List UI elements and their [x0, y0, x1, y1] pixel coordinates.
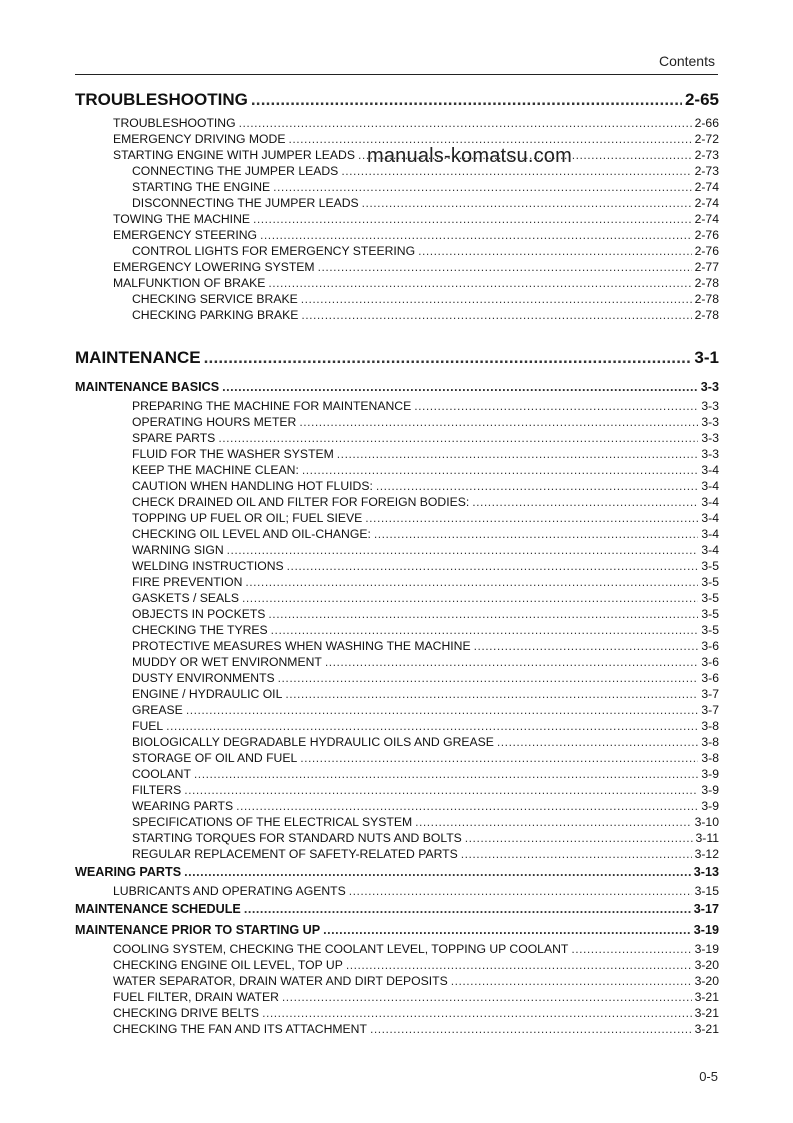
- toc-section-heading[interactable]: [75, 85, 719, 115]
- toc-entry[interactable]: [75, 718, 719, 734]
- toc-entry-page: 3-3: [701, 431, 719, 445]
- toc-entry[interactable]: [75, 227, 719, 243]
- toc-entry-page: 2-72: [694, 132, 719, 146]
- dot-leader: [268, 606, 698, 622]
- toc-entry-page: 3-21: [694, 990, 719, 1004]
- dot-leader: [465, 830, 693, 846]
- toc-entry-page: 3-8: [701, 719, 719, 733]
- toc-entry-page: 2-74: [694, 212, 719, 226]
- dot-leader: [451, 973, 692, 989]
- toc-entry-page: 3-6: [701, 639, 719, 653]
- dot-leader: [374, 526, 699, 542]
- toc-entry-title: CHECKING SERVICE BRAKE: [132, 292, 298, 306]
- toc-entry[interactable]: [75, 526, 719, 542]
- dot-leader: [325, 654, 699, 670]
- toc-entry-title: WARNING SIGN: [132, 543, 224, 557]
- dot-leader: [204, 343, 692, 373]
- header-rule: [75, 74, 718, 75]
- toc-entry-title: OPERATING HOURS METER: [132, 415, 297, 429]
- toc-entry-page: 2-76: [694, 244, 719, 258]
- toc-entry-title: WATER SEPARATOR, DRAIN WATER AND DIRT DEPOSITS: [113, 974, 448, 988]
- toc-entry-page: 3-20: [694, 974, 719, 988]
- toc-entry-title: LUBRICANTS AND OPERATING AGENTS: [113, 884, 346, 898]
- toc-entry-title: OBJECTS IN POCKETS: [132, 607, 266, 621]
- dot-leader: [282, 989, 692, 1005]
- toc-entry-page: 3-3: [701, 415, 719, 429]
- toc-entry-title: ENGINE / HYDRAULIC OIL: [132, 687, 283, 701]
- dot-leader: [166, 718, 698, 734]
- toc-entry-title: STARTING THE ENGINE: [132, 180, 271, 194]
- toc-entry[interactable]: [75, 606, 719, 622]
- toc-entry-page: 3-3: [700, 380, 719, 394]
- toc-entry-page: 3-5: [701, 623, 719, 637]
- toc-entry-title: EMERGENCY LOWERING SYSTEM: [113, 260, 315, 274]
- page-header-title: Contents: [658, 53, 715, 69]
- dot-leader: [415, 814, 691, 830]
- dot-leader: [271, 622, 699, 638]
- toc-entry-page: 3-5: [701, 607, 719, 621]
- toc-entry-title: TOPPING UP FUEL OR OIL; FUEL SIEVE: [132, 511, 363, 525]
- toc-entry-title: CHECKING OIL LEVEL AND OIL-CHANGE:: [132, 527, 371, 541]
- toc-entry-title: TROUBLESHOOTING: [75, 90, 248, 109]
- toc-entry-title: WELDING INSTRUCTIONS: [132, 559, 284, 573]
- dot-leader: [227, 542, 699, 558]
- toc-entry-page: 3-5: [701, 575, 719, 589]
- toc-entry-page: 3-1: [694, 348, 719, 367]
- page-number: 0-5: [699, 1069, 718, 1084]
- toc-entry-title: STARTING TORQUES FOR STANDARD NUTS AND BOLTS: [132, 831, 462, 845]
- toc-entry[interactable]: [75, 462, 719, 478]
- toc-entry-title: GREASE: [132, 703, 183, 717]
- toc-entry-page: 3-3: [701, 447, 719, 461]
- toc-entry-page: 2-74: [694, 180, 719, 194]
- toc-entry-page: 3-5: [701, 559, 719, 573]
- toc-entry-page: 3-19: [693, 923, 719, 937]
- toc-entry-title: FIRE PREVENTION: [132, 575, 243, 589]
- toc-entry-title: COOLANT: [132, 767, 191, 781]
- dot-leader: [184, 862, 691, 883]
- dot-leader: [302, 462, 699, 478]
- toc-entry-page: 3-13: [693, 865, 719, 879]
- toc-entry[interactable]: [75, 195, 719, 211]
- dot-leader: [300, 750, 698, 766]
- dot-leader: [370, 1021, 692, 1037]
- toc-entry-title: CAUTION WHEN HANDLING HOT FLUIDS:: [132, 479, 373, 493]
- toc-entry-page: 3-19: [694, 942, 719, 956]
- toc-entry-title: CONNECTING THE JUMPER LEADS: [132, 164, 339, 178]
- toc-entry-page: 3-4: [701, 479, 719, 493]
- toc-entry[interactable]: [75, 798, 719, 814]
- toc-entry[interactable]: [75, 574, 719, 590]
- toc-entry-title: REGULAR REPLACEMENT OF SAFETY-RELATED PARTS: [132, 847, 458, 861]
- toc-entry[interactable]: [75, 115, 719, 131]
- toc-entry[interactable]: [75, 542, 719, 558]
- toc-entry-page: 3-8: [701, 751, 719, 765]
- toc-entry-title: MAINTENANCE BASICS: [75, 380, 220, 394]
- toc-entry-page: 3-3: [701, 399, 719, 413]
- toc-entry-page: 3-17: [693, 902, 719, 916]
- toc-entry-title: STORAGE OF OIL AND FUEL: [132, 751, 298, 765]
- toc-entry-title: FUEL: [132, 719, 164, 733]
- toc-entry-page: 3-9: [701, 767, 719, 781]
- dot-leader: [222, 377, 698, 398]
- toc-entry-page: 3-15: [694, 884, 719, 898]
- dot-leader: [285, 686, 698, 702]
- toc-entry[interactable]: [75, 686, 719, 702]
- dot-leader: [273, 179, 691, 195]
- toc-entry[interactable]: [75, 510, 719, 526]
- toc-entry[interactable]: [75, 654, 719, 670]
- toc-entry-page: 3-5: [701, 591, 719, 605]
- dot-leader: [362, 195, 692, 211]
- dot-leader: [244, 899, 691, 920]
- toc-entry-page: 3-9: [701, 783, 719, 797]
- toc-entry-page: 3-8: [701, 735, 719, 749]
- toc-entry-title: CHECKING THE FAN AND ITS ATTACHMENT: [113, 1022, 367, 1036]
- dot-leader: [301, 307, 691, 323]
- toc-entry-title: FILTERS: [132, 783, 182, 797]
- dot-leader: [414, 398, 698, 414]
- toc-entry-title: PROTECTIVE MEASURES WHEN WASHING THE MACHINE: [132, 639, 471, 653]
- dot-leader: [260, 227, 692, 243]
- toc-entry-page: 2-76: [694, 228, 719, 242]
- toc-entry[interactable]: [75, 275, 719, 291]
- toc-entry-title: EMERGENCY DRIVING MODE: [113, 132, 286, 146]
- toc-entry-title: WEARING PARTS: [75, 865, 182, 879]
- dot-leader: [239, 115, 692, 131]
- toc-entry[interactable]: [75, 622, 719, 638]
- dot-leader: [287, 558, 699, 574]
- dot-leader: [349, 883, 692, 899]
- toc-entry-title: CHECK DRAINED OIL AND FILTER FOR FOREIGN BODIES:: [132, 495, 470, 509]
- dot-leader: [461, 846, 692, 862]
- dot-leader: [245, 574, 698, 590]
- toc-entry-title: SPARE PARTS: [132, 431, 216, 445]
- toc-entry[interactable]: [75, 846, 719, 862]
- dot-leader: [418, 243, 692, 259]
- dot-leader: [323, 920, 691, 941]
- toc-entry-page: 3-10: [694, 815, 719, 829]
- toc-entry-title: TOWING THE MACHINE: [113, 212, 251, 226]
- toc-entry-title: MAINTENANCE PRIOR TO STARTING UP: [75, 923, 321, 937]
- toc-entry[interactable]: [75, 494, 719, 510]
- toc-entry-title: KEEP THE MACHINE CLEAN:: [132, 463, 299, 477]
- toc-entry-title: FUEL FILTER, DRAIN WATER: [113, 990, 279, 1004]
- toc-entry[interactable]: [75, 883, 719, 899]
- toc-entry-title: FLUID FOR THE WASHER SYSTEM: [132, 447, 334, 461]
- toc-entry[interactable]: [75, 291, 719, 307]
- toc-entry-page: 2-65: [684, 90, 719, 109]
- toc-entry-title: PREPARING THE MACHINE FOR MAINTENANCE: [132, 399, 412, 413]
- toc-entry[interactable]: [75, 478, 719, 494]
- toc-entry[interactable]: [75, 750, 719, 766]
- toc-entry-title: CONTROL LIGHTS FOR EMERGENCY STEERING: [132, 244, 416, 258]
- toc-entry-title: MAINTENANCE: [75, 348, 201, 367]
- toc-entry[interactable]: [75, 243, 719, 259]
- toc-entry-title: CHECKING DRIVE BELTS: [113, 1006, 260, 1020]
- toc-entry[interactable]: [75, 307, 719, 323]
- toc-entry-title: GASKETS / SEALS: [132, 591, 240, 605]
- toc-entry[interactable]: [75, 398, 719, 414]
- dot-leader: [318, 259, 692, 275]
- toc-entry[interactable]: [75, 989, 719, 1005]
- toc-entry-page: 3-4: [701, 527, 719, 541]
- toc-entry-page: 3-20: [694, 958, 719, 972]
- toc-entry-title: CHECKING THE TYRES: [132, 623, 268, 637]
- toc-entry-title: BIOLOGICALLY DEGRADABLE HYDRAULIC OILS AND GREASE: [132, 735, 494, 749]
- toc-group-heading[interactable]: [75, 920, 719, 941]
- toc-entry-page: 3-6: [701, 655, 719, 669]
- toc-entry-title: DUSTY ENVIRONMENTS: [132, 671, 275, 685]
- toc-entry[interactable]: [75, 1021, 719, 1037]
- toc-entry-title: STARTING ENGINE WITH JUMPER LEADS: [113, 148, 355, 162]
- dot-leader: [278, 670, 699, 686]
- toc-group-heading[interactable]: [75, 377, 719, 398]
- toc-entry[interactable]: [75, 590, 719, 606]
- toc-entry[interactable]: [75, 179, 719, 195]
- dot-leader: [236, 798, 698, 814]
- dot-leader: [194, 766, 698, 782]
- dot-leader: [262, 1005, 692, 1021]
- dot-leader: [184, 782, 698, 798]
- toc-entry[interactable]: [75, 670, 719, 686]
- dot-leader: [253, 211, 692, 227]
- toc-entry-page: 3-4: [701, 463, 719, 477]
- dot-leader: [268, 275, 691, 291]
- toc-entry-page: 3-9: [701, 799, 719, 813]
- toc-entry-title: MALFUNKTION OF BRAKE: [113, 276, 266, 290]
- toc-entry[interactable]: [75, 558, 719, 574]
- toc-entry-title: MUDDY OR WET ENVIRONMENT: [132, 655, 322, 669]
- toc-entry[interactable]: [75, 734, 719, 750]
- toc-entry-title: WEARING PARTS: [132, 799, 234, 813]
- toc-entry-page: 3-7: [701, 703, 719, 717]
- toc-entry-title: COOLING SYSTEM, CHECKING THE COOLANT LEVEL, TOPPING UP COOLANT: [113, 942, 569, 956]
- toc-entry[interactable]: [75, 702, 719, 718]
- toc-group-heading[interactable]: [75, 862, 719, 883]
- spacer: [75, 323, 719, 343]
- toc-entry-page: 3-4: [701, 543, 719, 557]
- toc-entry-page: 3-4: [701, 511, 719, 525]
- dot-leader: [376, 478, 699, 494]
- toc-entry-title: MAINTENANCE SCHEDULE: [75, 902, 241, 916]
- toc-entry[interactable]: [75, 782, 719, 798]
- toc-entry[interactable]: [75, 957, 719, 973]
- watermark-text: manuals-komatsu.com: [367, 145, 572, 167]
- toc-entry[interactable]: [75, 766, 719, 782]
- toc-entry-page: 2-78: [694, 276, 719, 290]
- toc-entry[interactable]: [75, 830, 719, 846]
- toc-entry[interactable]: [75, 259, 719, 275]
- toc-entry-page: 3-12: [694, 847, 719, 861]
- dot-leader: [186, 702, 699, 718]
- toc-entry-page: 3-7: [701, 687, 719, 701]
- table-of-contents: [75, 85, 719, 1037]
- dot-leader: [497, 734, 698, 750]
- toc-entry-title: SPECIFICATIONS OF THE ELECTRICAL SYSTEM: [132, 815, 413, 829]
- toc-entry-page: 2-73: [694, 148, 719, 162]
- toc-entry-page: 3-21: [694, 1006, 719, 1020]
- dot-leader: [474, 638, 699, 654]
- toc-entry-page: 2-78: [694, 308, 719, 322]
- toc-entry-title: EMERGENCY STEERING: [113, 228, 258, 242]
- toc-entry-page: 3-4: [701, 495, 719, 509]
- dot-leader: [218, 430, 698, 446]
- toc-entry-page: 2-74: [694, 196, 719, 210]
- toc-entry-title: CHECKING PARKING BRAKE: [132, 308, 299, 322]
- toc-entry[interactable]: [75, 414, 719, 430]
- dot-leader: [242, 590, 698, 606]
- dot-leader: [365, 510, 698, 526]
- toc-entry-page: 2-78: [694, 292, 719, 306]
- toc-entry-page: 3-6: [701, 671, 719, 685]
- toc-entry[interactable]: [75, 814, 719, 830]
- toc-entry[interactable]: [75, 430, 719, 446]
- toc-entry[interactable]: [75, 211, 719, 227]
- dot-leader: [299, 414, 698, 430]
- toc-entry-title: CHECKING ENGINE OIL LEVEL, TOP UP: [113, 958, 343, 972]
- toc-section-heading[interactable]: [75, 343, 719, 373]
- toc-entry-title: DISCONNECTING THE JUMPER LEADS: [132, 196, 359, 210]
- toc-entry[interactable]: [75, 941, 719, 957]
- dot-leader: [251, 85, 682, 115]
- toc-entry[interactable]: [75, 1005, 719, 1021]
- dot-leader: [337, 446, 699, 462]
- toc-entry-page: 2-77: [694, 260, 719, 274]
- dot-leader: [571, 941, 691, 957]
- toc-entry-title: TROUBLESHOOTING: [113, 116, 236, 130]
- toc-entry-page: 3-21: [694, 1022, 719, 1036]
- toc-entry-page: 3-11: [695, 831, 719, 845]
- toc-group-heading[interactable]: [75, 899, 719, 920]
- toc-entry-page: 2-66: [694, 116, 719, 130]
- dot-leader: [301, 291, 692, 307]
- toc-entry[interactable]: [75, 973, 719, 989]
- toc-entry[interactable]: [75, 638, 719, 654]
- dot-leader: [472, 494, 698, 510]
- dot-leader: [346, 957, 692, 973]
- toc-entry[interactable]: [75, 446, 719, 462]
- toc-entry-page: 2-73: [694, 164, 719, 178]
